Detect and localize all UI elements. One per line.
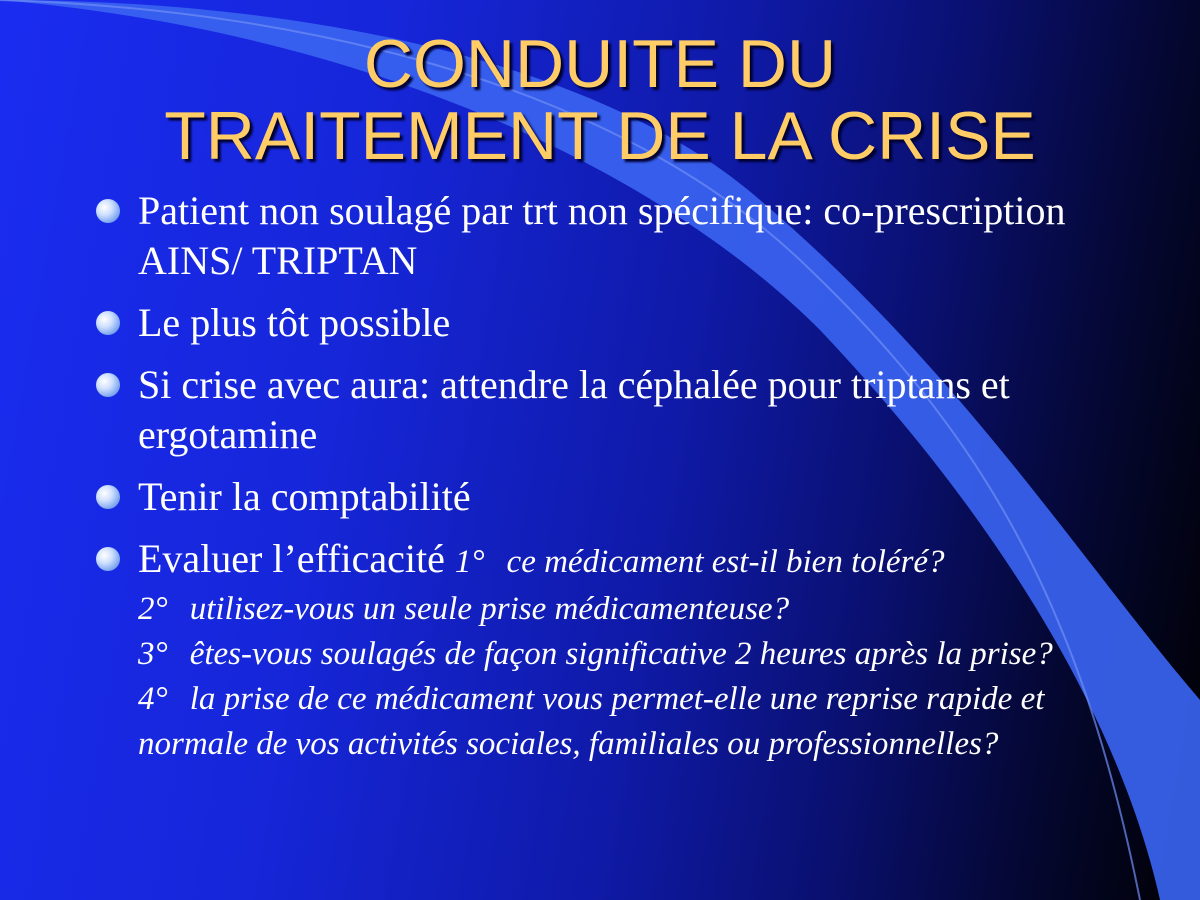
bullet-text: Patient non soulagé par trt non spécifique: co-prescription AINS/ TRIPTAN [138,188,1066,283]
bullet-item-1 [96,186,1096,286]
question-4-text: la prise de ce médicament vous permet-elle une reprise rapide et normale de vos activités sociales, familiales ou professionnelles? [138,681,1045,762]
question-3-text: êtes-vous soulagés de façon significative 2 heures après la prise? [189,636,1053,672]
question-1-text: ce médicament est-il bien toléré? [506,544,945,580]
bullet-dot-icon [96,547,120,571]
bullet-lead: Evaluer l’efficacité [138,536,455,581]
question-2 [138,587,1096,632]
question-1-number: 1° [454,544,485,580]
question-3 [138,632,1096,677]
question-4 [138,677,1096,767]
bullet-item-3 [96,360,1096,460]
question-3-number: 3° [138,636,168,672]
bullet-item-2 [96,298,1096,348]
bullet-item-4 [96,472,1096,522]
bullet-text: Le plus tôt possible [138,300,451,345]
bullet-list [96,186,1096,779]
bullet-dot-icon [96,485,120,509]
question-2-text: utilisez-vous un seule prise médicamenteuse? [189,591,790,627]
bullet-dot-icon [96,311,120,335]
bullet-dot-icon [96,373,120,397]
slide-title [0,28,1200,172]
question-4-number: 4° [138,681,168,717]
title-line-1: CONDUITE DU [363,26,837,102]
question-2-number: 2° [138,591,168,627]
bullet-text: Si crise avec aura: attendre la céphalée pour triptans et ergotamine [138,362,1010,457]
title-line-2: TRAITEMENT DE LA CRISE [164,98,1036,174]
bullet-text: Tenir la comptabilité [138,474,471,519]
bullet-item-5 [96,534,1096,767]
bullet-dot-icon [96,199,120,223]
